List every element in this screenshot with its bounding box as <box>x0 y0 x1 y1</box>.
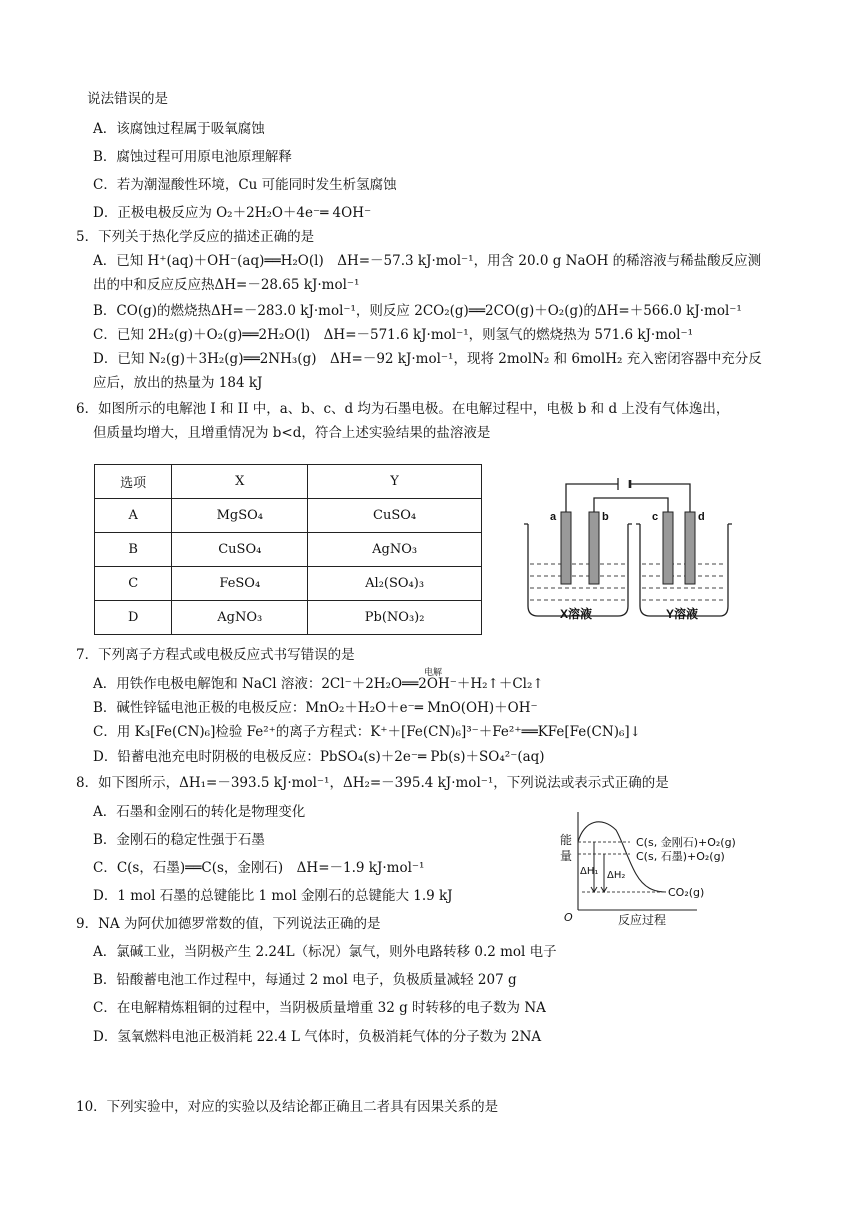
table-row <box>95 533 482 567</box>
text-line-q8c: C．C(s，石墨)══C(s，金刚石) ΔH=－1.9 kJ·mol⁻¹ <box>93 860 425 876</box>
table-row <box>95 601 482 635</box>
text-line-q7d: D．铅蓄电池充电时阴极的电极反应：PbSO₄(s)＋2e⁻═ Pb(s)＋SO₄²⁻(aq) <box>93 749 545 765</box>
table-cell: Al₂(SO₄)₃ <box>308 567 482 601</box>
table-cell: Pb(NO₃)₂ <box>308 601 482 635</box>
table-row <box>95 567 482 601</box>
x-solution-label: X溶液 <box>560 607 593 621</box>
electrode-label: a <box>550 511 557 523</box>
electrode-a <box>561 512 571 584</box>
text-line-q8: 8．如下图所示，ΔH₁=－393.5 kJ·mol⁻¹，ΔH₂=－395.4 kJ·mol⁻¹，下列说法或表示式正确的是 <box>76 775 669 791</box>
text-line-q8b: B．金刚石的稳定性强于石墨 <box>93 832 265 848</box>
table-cell: FeSO₄ <box>172 567 308 601</box>
table-cell: D <box>95 601 172 635</box>
text-line-q7a: A．用铁作电极电解饱和 NaCl 溶液：2Cl⁻＋2H₂O══2OH⁻＋H₂↑＋Cl₂↑ <box>93 676 544 692</box>
origin-label: O <box>564 911 573 924</box>
text-line-q8d: D．1 mol 石墨的总键能比 1 mol 金刚石的总键能大 1.9 kJ <box>93 888 453 904</box>
text-line-q7b: B．碱性锌锰电池正极的电极反应：MnO₂＋H₂O＋e⁻═ MnO(OH)＋OH⁻ <box>93 700 538 716</box>
text-line-q5d1: D．已知 N₂(g)＋3H₂(g)══2NH₃(g) ΔH=－92 kJ·mol⁻¹，现将 2molN₂ 和 6molH₂ 充入密闭容器中充分反 <box>93 351 762 367</box>
q6-options-table <box>94 464 482 635</box>
text-line-l05: D．正极电极反应为 O₂＋2H₂O＋4e⁻═ 4OH⁻ <box>93 205 372 221</box>
text-line-q10: 10．下列实验中，对应的实验以及结论都正确且二者具有因果关系的是 <box>76 1099 499 1115</box>
energy-diagram-figure <box>562 810 757 925</box>
level-product-label: CO₂(g) <box>668 886 705 899</box>
text-line-q7: 7．下列离子方程式或电极反应式书写错误的是 <box>76 647 355 663</box>
electrode-label: c <box>652 511 659 523</box>
right-beaker <box>640 524 728 616</box>
table-cell: C <box>95 567 172 601</box>
text-line-q9a: A．氯碱工业，当阴极产生 2.24L（标况）氯气，则外电路转移 0.2 mol 电子 <box>93 944 557 960</box>
table-cell: A <box>95 499 172 533</box>
electrode-b <box>589 512 599 584</box>
text-line-q5b: B．CO(g)的燃烧热ΔH=－283.0 kJ·mol⁻¹，则反应 2CO₂(g)══2CO(g)＋O₂(g)的ΔH=＋566.0 kJ·mol⁻¹ <box>93 303 742 319</box>
text-line-q6b: 但质量均增大，且增重情况为 b<d，符合上述实验结果的盐溶液是 <box>93 425 491 441</box>
electrode-label: d <box>698 511 705 523</box>
text-line-q7c: C．用 K₃[Fe(CN)₆]检验 Fe²⁺的离子方程式：K⁺＋[Fe(CN)₆]³⁻＋Fe²⁺══KFe[Fe(CN)₆]↓ <box>93 724 641 740</box>
table-cell: AgNO₃ <box>172 601 308 635</box>
table-cell: CuSO₄ <box>308 499 482 533</box>
inner-wire <box>594 498 668 512</box>
text-line-q5d2: 应后，放出的热量为 184 kJ <box>93 375 263 391</box>
dh1-label: ΔH₁ <box>580 866 599 877</box>
table-cell: MgSO₄ <box>172 499 308 533</box>
electrode-c <box>663 512 673 584</box>
text-line-q5a2: 出的中和反应反应热ΔH=－28.65 kJ·mol⁻¹ <box>93 277 360 293</box>
table-cell: AgNO₃ <box>308 533 482 567</box>
y-axis-label-char: 量 <box>560 849 573 863</box>
table-cell: B <box>95 533 172 567</box>
left-beaker <box>528 524 628 616</box>
text-line-q6a: 6．如图所示的电解池 I 和 II 中，a、b、c、d 均为石墨电极。在电解过程中，电极 b 和 d 上没有气体逸出， <box>76 401 730 417</box>
text-line-q9d: D．氢氧燃料电池正极消耗 22.4 L 气体时，负极消耗气体的分子数为 2NA <box>93 1029 542 1045</box>
text-line-q9: 9．NA 为阿伏加德罗常数的值，下列说法正确的是 <box>76 916 381 932</box>
dh2-label: ΔH₂ <box>607 870 626 881</box>
text-line-l03: B．腐蚀过程可用原电池原理解释 <box>93 149 292 165</box>
y-solution-label: Y溶液 <box>666 607 699 621</box>
table-cell: CuSO₄ <box>172 533 308 567</box>
electrolysis-cells-figure <box>520 476 730 626</box>
text-line-q9b: B．铅酸蓄电池工作过程中，每通过 2 mol 电子，负极质量减轻 207 g <box>93 972 517 988</box>
text-line-l02: A．该腐蚀过程属于吸氧腐蚀 <box>93 121 265 137</box>
text-line-q8a: A．石墨和金刚石的转化是物理变化 <box>93 804 306 820</box>
electrode-label: b <box>602 511 609 523</box>
text-line-l01: 说法错误的是 <box>87 91 168 107</box>
table-header-cell: X <box>172 465 308 499</box>
electrolysis-condition-label: 电解 <box>424 668 443 678</box>
level-diamond-label: C(s, 金刚石)+O₂(g) <box>636 836 736 849</box>
text-line-q9c: C．在电解精炼粗铜的过程中，当阴极质量增重 32 g 时转移的电子数为 NA <box>93 1000 546 1016</box>
electrode-d <box>685 512 695 584</box>
text-line-q5: 5．下列关于热化学反应的描述正确的是 <box>76 229 315 245</box>
table-header-cell: 选项 <box>95 465 172 499</box>
text-line-q5c: C．已知 2H₂(g)＋O₂(g)══2H₂O(l) ΔH=－571.6 kJ·mol⁻¹，则氢气的燃烧热为 571.6 kJ·mol⁻¹ <box>93 327 694 343</box>
table-row <box>95 499 482 533</box>
text-line-q5a1: A．已知 H⁺(aq)＋OH⁻(aq)══H₂O(l) ΔH=－57.3 kJ·mol⁻¹，用含 20.0 g NaOH 的稀溶液与稀盐酸反应测 <box>93 253 762 269</box>
level-graphite-label: C(s, 石墨)+O₂(g) <box>636 850 725 863</box>
x-axis-label: 反应过程 <box>618 913 667 927</box>
y-axis-label-char: 能 <box>560 833 573 847</box>
text-line-l04: C．若为潮湿酸性环境，Cu 可能同时发生析氢腐蚀 <box>93 177 397 193</box>
table-header-cell: Y <box>308 465 482 499</box>
table-header-row <box>95 465 482 499</box>
